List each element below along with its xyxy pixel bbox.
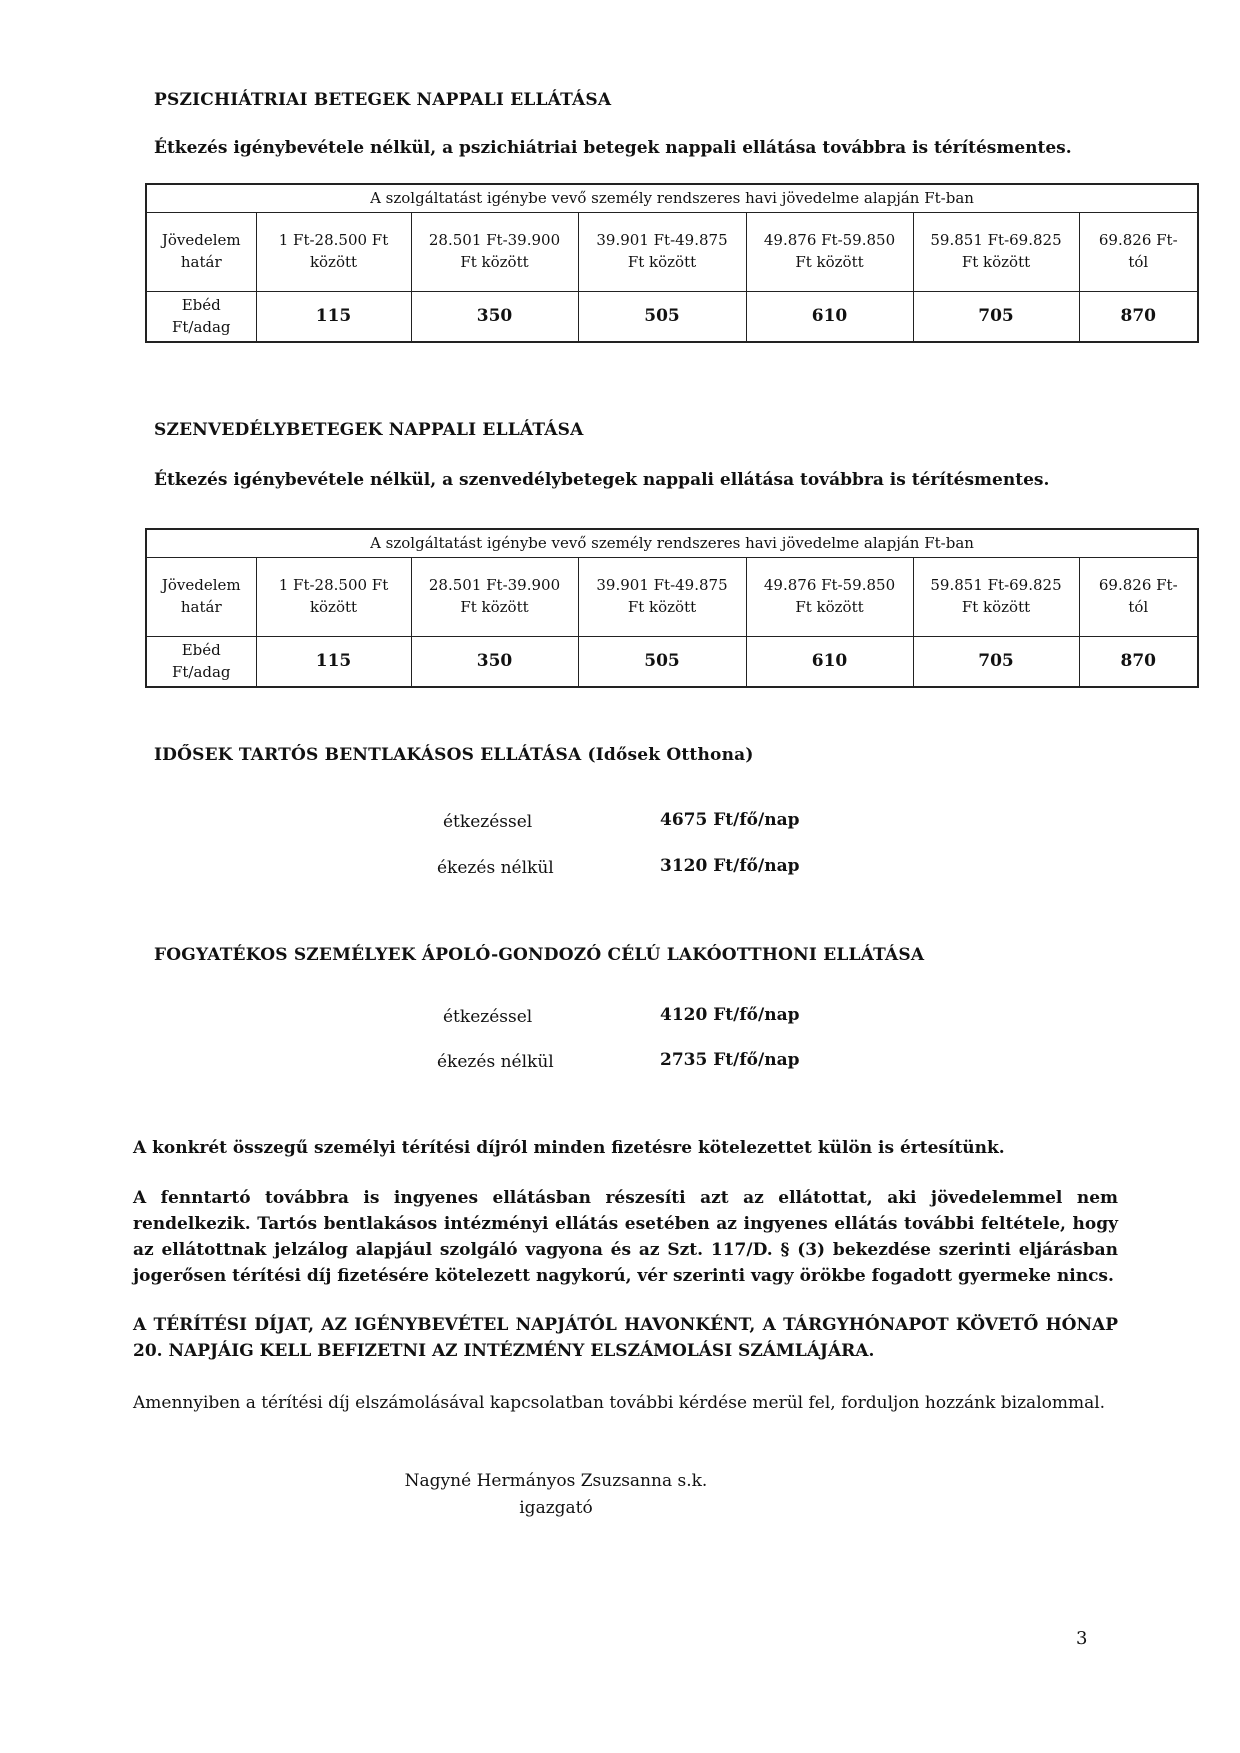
row-header-line: Ebéd	[181, 295, 221, 314]
rate-label: étkezéssel	[443, 1007, 533, 1027]
fee-value: 610	[746, 637, 913, 688]
fee-value: 870	[1079, 637, 1198, 688]
row-header-line: Ft/adag	[171, 317, 231, 336]
paragraph-free-care-conditions: A fenntartó továbbra is ingyenes ellátásban részesíti azt az ellátottat, aki jövedelemmel nem rendelkezik. Tartós bentlakásos intézményi ellátás esetében az ingyenes ellátás további feltétele, hogy az ellátottnak jelzálog alapjául szolgáló vagyona és az Szt. 117/D. § (3) bekezdése szerinti eljárásban jogerősen térítési díj fizetésére kötelezett nagykorú, vér szerinti vagy örökbe fogadott gyermeke nincs.	[133, 1188, 1118, 1286]
fee-value: 870	[1079, 292, 1198, 343]
fee-value: 350	[411, 292, 578, 343]
signature-name: Nagyné Hermányos Zsuzsanna s.k.	[404, 1471, 708, 1491]
rate-value: 3120 Ft/fő/nap	[660, 856, 800, 876]
row-header-line: Ebéd	[181, 640, 221, 659]
column-header: 39.901 Ft-49.875 Ft között	[578, 558, 746, 637]
column-header: 1 Ft-28.500 Ft között	[256, 213, 411, 292]
fee-value: 505	[578, 637, 746, 688]
lead-sentence-psychiatric: Étkezés igénybevétele nélkül, a pszichiátriai betegek nappali ellátása továbbra is térítésmentes.	[154, 138, 1072, 158]
column-header: 1 Ft-28.500 Ft között	[256, 558, 411, 637]
rate-value: 2735 Ft/fő/nap	[660, 1050, 800, 1070]
paragraph-individual-notice: A konkrét összegű személyi térítési díjról minden fizetésre kötelezettet külön is értesítünk.	[133, 1138, 1005, 1158]
column-header: Jövedelem határ	[146, 558, 256, 637]
fee-value: 705	[913, 292, 1079, 343]
fee-value: 505	[578, 292, 746, 343]
paragraph-contact-note: Amennyiben a térítési díj elszámolásával kapcsolatban további kérdése merül fel, forduljon hozzánk bizalommal.	[133, 1393, 1106, 1413]
column-header: 69.826 Ft-tól	[1079, 213, 1198, 292]
row-header-line: Ft/adag	[171, 662, 231, 681]
fee-value: 115	[256, 637, 411, 688]
signature-title: igazgató	[519, 1498, 593, 1518]
table-caption: A szolgáltatást igénybe vevő személy rendszeres havi jövedelme alapján Ft-ban	[146, 184, 1198, 213]
section-heading-disabled-residential: FOGYATÉKOS SZEMÉLYEK ÁPOLÓ-GONDOZÓ CÉLÚ LAKÓOTTHONI ELLÁTÁSA	[154, 945, 925, 965]
fee-table-psychiatric	[145, 183, 1199, 343]
rate-label: étkezéssel	[443, 812, 533, 832]
lead-sentence-addiction: Étkezés igénybevétele nélkül, a szenvedélybetegek nappali ellátása továbbra is térítésmentes.	[154, 470, 1050, 490]
rate-label: ékezés nélkül	[437, 858, 554, 878]
signature-block	[0, 1468, 1112, 1522]
fee-value: 115	[256, 292, 411, 343]
column-header: 49.876 Ft-59.850 Ft között	[746, 558, 913, 637]
table-caption: A szolgáltatást igénybe vevő személy rendszeres havi jövedelme alapján Ft-ban	[146, 529, 1198, 558]
column-header: 69.826 Ft-tól	[1079, 558, 1198, 637]
fee-table-addiction	[145, 528, 1199, 688]
column-header: 28.501 Ft-39.900 Ft között	[411, 558, 578, 637]
fee-value: 350	[411, 637, 578, 688]
column-header: 39.901 Ft-49.875 Ft között	[578, 213, 746, 292]
paragraph-payment-deadline: A TÉRÍTÉSI DÍJAT, AZ IGÉNYBEVÉTEL NAPJÁTÓL HAVONKÉNT, A TÁRGYHÓNAPOT KÖVETŐ HÓNAP 20. NAPJÁIG KELL BEFIZETNI AZ INTÉZMÉNY ELSZÁMOLÁSI SZÁMLÁJÁRA.	[133, 1315, 1118, 1361]
rate-value: 4675 Ft/fő/nap	[660, 810, 800, 830]
column-header: 28.501 Ft-39.900 Ft között	[411, 213, 578, 292]
rate-label: ékezés nélkül	[437, 1052, 554, 1072]
page-number: 3	[1076, 1628, 1088, 1649]
column-header: 59.851 Ft-69.825 Ft között	[913, 213, 1079, 292]
row-header-lunch	[146, 292, 256, 343]
rate-value: 4120 Ft/fő/nap	[660, 1005, 800, 1025]
section-heading-addiction-day-care: SZENVEDÉLYBETEGEK NAPPALI ELLÁTÁSA	[154, 420, 584, 440]
fee-value: 610	[746, 292, 913, 343]
row-header-lunch	[146, 637, 256, 688]
column-header: Jövedelem határ	[146, 213, 256, 292]
column-header: 59.851 Ft-69.825 Ft között	[913, 558, 1079, 637]
fee-value: 705	[913, 637, 1079, 688]
section-heading-psychiatric-day-care: PSZICHIÁTRIAI BETEGEK NAPPALI ELLÁTÁSA	[154, 90, 612, 110]
column-header: 49.876 Ft-59.850 Ft között	[746, 213, 913, 292]
section-heading-elderly-residential: IDŐSEK TARTÓS BENTLAKÁSOS ELLÁTÁSA (Idősek Otthona)	[154, 745, 754, 765]
